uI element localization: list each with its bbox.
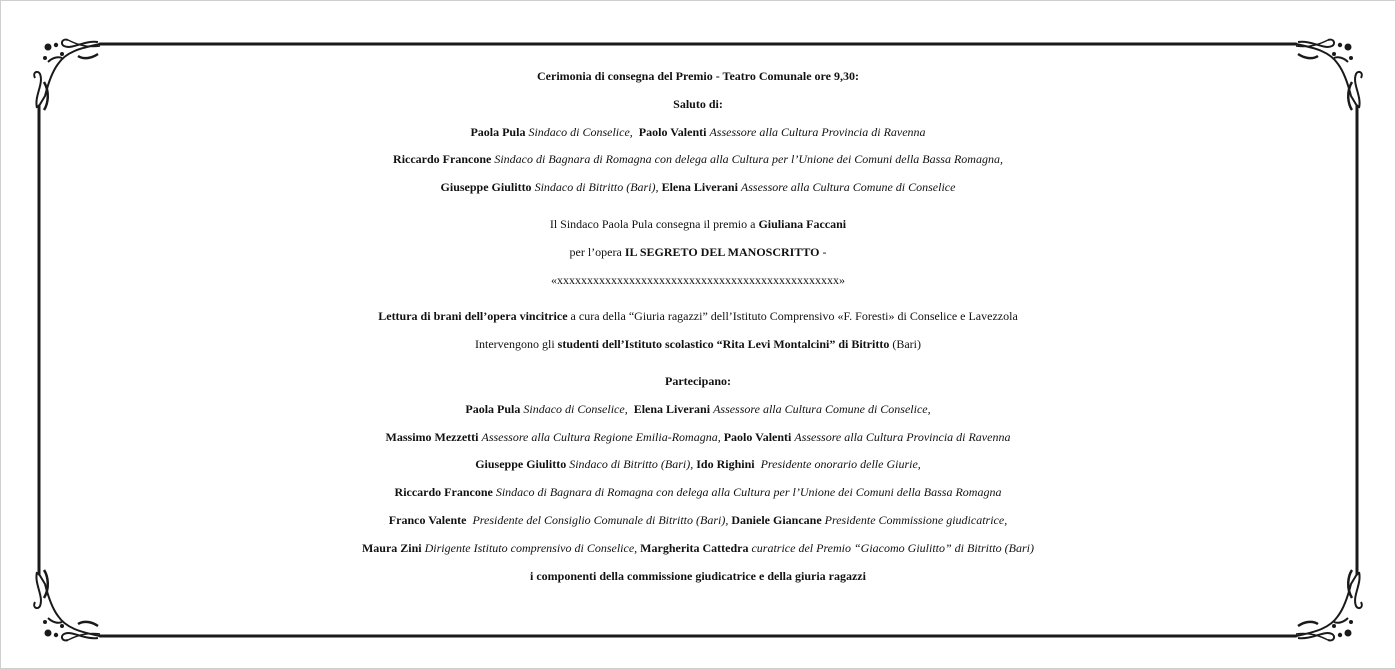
closing-line: i componenti della commissione giudicatrice e della giuria ragazzi (530, 568, 866, 583)
greeting-line (0, 119, 1396, 147)
work-title: IL SEGRETO DEL MANOSCRITTO (624, 244, 820, 259)
placeholder-line: «xxxxxxxxxxxxxxxxxxxxxxxxxxxxxxxxxxxxxxxxxxxxxxx» (551, 272, 845, 287)
person-name: Giuseppe Giulitto (475, 457, 567, 472)
ceremony-heading: Cerimonia di consegna del Premio - Teatro Comunale ore 9,30: (537, 69, 859, 83)
person-name: Margherita Cattedra (640, 540, 749, 555)
person-name: Ido Righini (696, 457, 755, 472)
person-name: Paolo Valenti (723, 429, 792, 444)
person-role: Presidente del Consiglio Comunale di Bitritto (Bari), (472, 512, 729, 527)
person-role: Assessore alla Cultura Regione Emilia-Romagna, (481, 429, 721, 444)
person-role: Sindaco di Bagnara di Romagna con delega alla Cultura per l’Unione dei Comuni della Bassa Romagna (495, 485, 1002, 500)
person-role: Sindaco di Bitritto (Bari), (569, 457, 694, 472)
greeting-line (0, 146, 1396, 174)
person-name: Massimo Mezzetti (385, 429, 479, 444)
participant-line (0, 479, 1396, 507)
person-role: Assessore alla Cultura Provincia di Ravenna (794, 429, 1011, 444)
winner-name: Giuliana Faccani (758, 216, 847, 231)
person-name: Giuseppe Giulitto (440, 180, 532, 195)
participant-line (0, 535, 1396, 563)
person-role: curatrice del Premio “Giacomo Giulitto” di Bitritto (Bari) (751, 540, 1035, 555)
person-name: Maura Zini (361, 540, 422, 555)
person-role: Presidente Commissione giudicatrice, (824, 512, 1008, 527)
participants-label: Partecipano: (665, 373, 731, 388)
person-role: Dirigente Istituto comprensivo di Conselice, (424, 540, 638, 555)
person-name: Riccardo Francone (393, 152, 492, 167)
person-name: Daniele Giancane (731, 512, 822, 527)
participant-line (0, 507, 1396, 535)
program-text (0, 63, 1396, 590)
greeting-label: Saluto di: (673, 96, 723, 111)
students-line: Intervengono gli studenti dell’Istituto scolastico “Rita Levi Montalcini” di Bitritto (Bari) (475, 337, 921, 352)
person-role: Assessore alla Cultura Comune di Conselice, (713, 401, 931, 416)
work-line: per l’opera IL SEGRETO DEL MANOSCRITTO - (569, 244, 827, 259)
person-role: Sindaco di Bitritto (Bari), (534, 180, 659, 195)
person-role: Presidente onorario delle Giurie, (760, 457, 921, 472)
person-name: Paola Pula (470, 124, 526, 139)
participant-line (0, 451, 1396, 479)
person-name: Paolo Valenti (638, 124, 707, 139)
person-role: Assessore alla Cultura Provincia di Ravenna (709, 124, 926, 139)
participant-line (0, 396, 1396, 424)
person-name: Elena Liverani (661, 180, 738, 195)
person-role: Sindaco di Conselice, (528, 124, 633, 139)
person-role: Sindaco di Bagnara di Romagna con delega alla Cultura per l’Unione dei Comuni della Bassa Romagna, (494, 152, 1003, 167)
greeting-line (0, 174, 1396, 202)
person-name: Franco Valente (388, 512, 467, 527)
participant-line (0, 424, 1396, 452)
person-role: Assessore alla Cultura Comune di Conselice (740, 180, 956, 195)
person-role: Sindaco di Conselice, (523, 401, 628, 416)
person-name: Paola Pula (465, 401, 521, 416)
person-name: Elena Liverani (633, 401, 711, 416)
reading-line: Lettura di brani dell’opera vincitrice a cura della “Giuria ragazzi” dell’Istituto Comprensivo «F. Foresti» di Conselice e Lavezzola (378, 309, 1018, 324)
award-line: Il Sindaco Paola Pula consegna il premio a Giuliana Faccani (549, 216, 847, 231)
person-name: Riccardo Francone (394, 485, 493, 500)
